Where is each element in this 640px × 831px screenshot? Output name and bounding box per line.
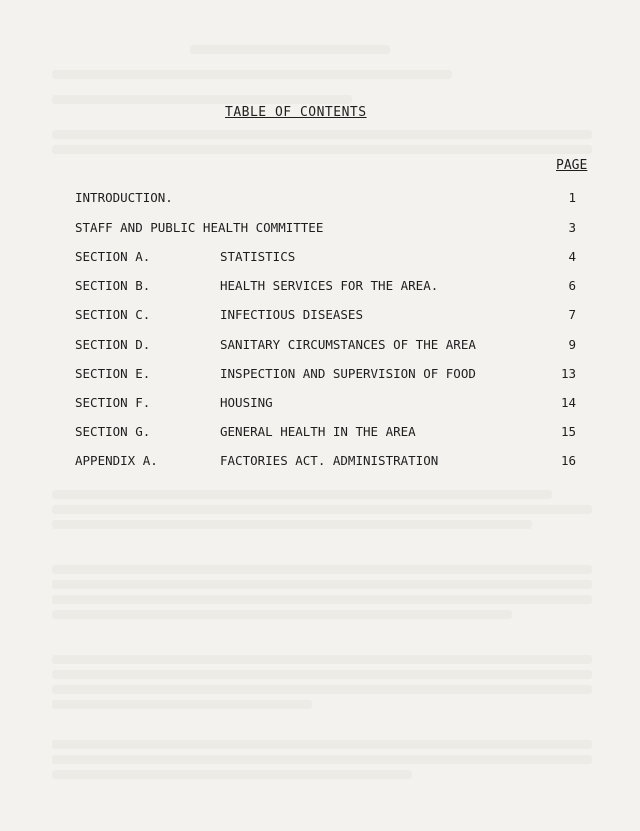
document-title: TABLE OF CONTENTS: [225, 105, 367, 120]
toc-section-label: SECTION C.: [75, 307, 151, 322]
show-through-line: [52, 655, 592, 664]
show-through-line: [52, 505, 592, 514]
show-through-line: [52, 130, 592, 139]
toc-page-number: 3: [568, 220, 576, 235]
show-through-line: [52, 490, 552, 499]
show-through-line: [52, 145, 592, 154]
toc-page-number: 6: [568, 278, 576, 293]
toc-row: [0, 453, 640, 473]
show-through-line: [52, 755, 592, 764]
show-through-line: [52, 685, 592, 694]
toc-page-number: 13: [560, 366, 576, 381]
toc-page-number: 1: [568, 190, 576, 205]
toc-section-title: INFECTIOUS DISEASES: [220, 307, 363, 322]
toc-row: [0, 190, 640, 210]
toc-row: [0, 249, 640, 269]
show-through-line: [52, 740, 592, 749]
toc-section-title: GENERAL HEALTH IN THE AREA: [220, 424, 416, 439]
show-through-line: [52, 565, 592, 574]
toc-section-title: STATISTICS: [220, 249, 296, 264]
show-through-line: [52, 595, 592, 604]
toc-page-number: 7: [568, 307, 576, 322]
toc-section-title: HOUSING: [220, 395, 273, 410]
toc-page-number: 4: [568, 249, 576, 264]
show-through-line: [52, 770, 412, 779]
toc-row: [0, 337, 640, 357]
toc-section-title: INSPECTION AND SUPERVISION OF FOOD: [220, 366, 476, 381]
show-through-line: [52, 95, 352, 104]
toc-row: [0, 220, 640, 240]
toc-page-number: 15: [560, 424, 576, 439]
toc-row: [0, 307, 640, 327]
toc-section-label: SECTION A.: [75, 249, 151, 264]
toc-section-title: SANITARY CIRCUMSTANCES OF THE AREA: [220, 337, 476, 352]
toc-section-title: HEALTH SERVICES FOR THE AREA.: [220, 278, 439, 293]
toc-page-number: 14: [560, 395, 576, 410]
toc-page-number: 16: [560, 453, 576, 468]
show-through-line: [52, 70, 452, 79]
page-column-header: PAGE: [556, 158, 588, 173]
toc-row: [0, 366, 640, 386]
toc-section-label: SECTION D.: [75, 337, 151, 352]
show-through-line: [52, 580, 592, 589]
show-through-line: [52, 610, 512, 619]
toc-section-label: STAFF AND PUBLIC HEALTH COMMITTEE: [75, 220, 324, 235]
show-through-line: [52, 670, 592, 679]
toc-section-title: FACTORIES ACT. ADMINISTRATION: [220, 453, 439, 468]
toc-row: [0, 424, 640, 444]
toc-row: [0, 395, 640, 415]
show-through-line: [52, 700, 312, 709]
toc-page-number: 9: [568, 337, 576, 352]
show-through-line: [52, 520, 532, 529]
toc-section-label: APPENDIX A.: [75, 453, 158, 468]
toc-row: [0, 278, 640, 298]
toc-section-label: SECTION E.: [75, 366, 151, 381]
toc-section-label: SECTION F.: [75, 395, 151, 410]
toc-section-label: SECTION G.: [75, 424, 151, 439]
show-through-line: [190, 45, 390, 54]
toc-section-label: SECTION B.: [75, 278, 151, 293]
toc-section-label: INTRODUCTION.: [75, 190, 173, 205]
